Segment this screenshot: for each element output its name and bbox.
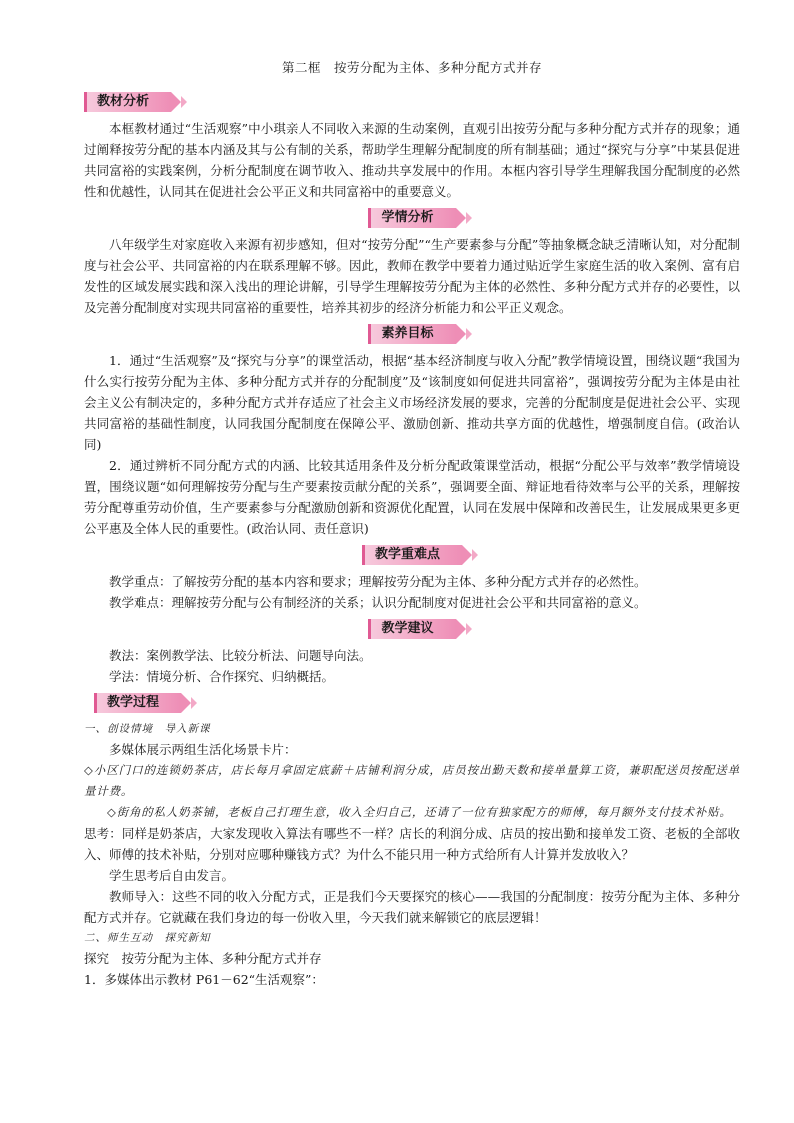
teacher-intro: 教师导入：这些不同的收入分配方式，正是我们今天要探究的核心——我国的分配制度：按劳分配为主体、多种分配方式并存。它就藏在我们身边的每一份收入里，今天我们就来解锁它的底层逻辑！	[84, 889, 740, 925]
section-header-teaching-process: 教学过程	[94, 693, 181, 713]
process-paragraph: 1．多媒体出示教材 P61－62“生活观察”：	[84, 972, 324, 987]
page-title: 第二框 按劳分配为主体、多种分配方式并存	[281, 60, 542, 75]
section-header-wrap	[94, 691, 740, 713]
section-header-wrap	[84, 90, 740, 112]
key-point-paragraph: 教学重点：了解按劳分配的基本内容和要求；理解按劳分配为主体、多种分配方式并存的必然性。	[109, 574, 647, 589]
section-header-wrap	[84, 322, 740, 344]
section-header-wrap	[84, 617, 740, 639]
literacy-goal-2: 2．通过辨析不同分配方式的内涵、比较其适用条件及分析分配政策课堂活动，根据“分配公平与效率”教学情境设置，围绕议题“如何理解按劳分配与生产要素按贡献分配的关系”，强调要全面、辩证地看待效率与公平的关系，理解按劳分配尊重劳动价值，生产要素参与分配激励创新和资源优化配置，认同在发展中保障和改善民生，让发展成果更多更公平惠及全体人民的重要性。(政治认同、责任意识)	[84, 458, 740, 536]
scenario-card-1: ◇小区门口的连锁奶茶店，店长每月拿固定底薪＋店铺利润分成，店员按出勤天数和接单量算工资，兼职配送员按配送单量计费。	[84, 763, 740, 798]
textbook-analysis-paragraph: 本框教材通过“生活观察”中小琪亲人不同收入来源的生动案例，直观引出按劳分配与多种分配方式并存的现象；通过阐释按劳分配的基本内涵及其与公有制的关系，帮助学生理解分配制度的所有制基础；通过“探究与分享”中某县促进共同富裕的实践案例，分析分配制度在调节收入、推动共享发展中的作用。本框内容引导学生理解我国分配制度的必然性和优越性，认同其在促进社会公平正义和共同富裕中的重要意义。	[84, 121, 740, 199]
student-analysis-paragraph: 八年级学生对家庭收入来源有初步感知，但对“按劳分配”“生产要素参与分配”等抽象概念缺乏清晰认知，对分配制度与社会公平、共同富裕的内在联系理解不够。因此，教师在教学中要着力通过贴近学生家庭生活的收入案例、富有启发性的区域发展实践和深入浅出的理论讲解，引导学生理解按劳分配为主体的必然性、多种分配方式并存的必要性，以及完善分配制度对实现共同富裕的重要性，培养其初步的经济分析能力和公平正义观念。	[84, 237, 740, 315]
section-header-textbook-analysis: 教材分析	[84, 92, 171, 112]
literacy-goal-1: 1．通过“生活观察”及“探究与分享”的课堂活动，根据“基本经济制度与收入分配”教学情境设置，围绕议题“我国为什么实行按劳分配为主体、多种分配方式并存的分配制度”及“该制度如何促进共同富裕”，强调按劳分配为主体是由社会主义公有制决定的，多种分配方式并存适应了社会主义市场经济发展的要求，完善的分配制度是促进社会公平、实现共同富裕的基础性制度，认同我国分配制度在保障公平、激励创新、推动共享方面的优越性，增强制度自信。(政治认同)	[84, 353, 740, 452]
section-header-teaching-suggestions: 教学建议	[368, 619, 455, 639]
process-paragraph: 多媒体展示两组生活化场景卡片：	[109, 742, 297, 757]
section-header-wrap	[84, 543, 740, 565]
section-header-key-points: 教学重难点	[362, 545, 462, 565]
step-heading-1: 一、创设情境 导入新课	[84, 723, 211, 735]
process-paragraph: 学生思考后自由发言。	[109, 868, 235, 883]
thinking-question: 思考：同样是奶茶店，大家发现收入算法有哪些不一样？店长的利润分成、店员的按出勤和接单发工资、老板的全部收入、师傅的技术补贴，分别对应哪种赚钱方式？为什么不能只用一种方式给所有人计算并发放收入？	[84, 826, 740, 862]
learning-method-paragraph: 学法：情境分析、合作探究、归纳概括。	[109, 669, 335, 684]
document-page	[84, 58, 740, 990]
scenario-card-2: ◇街角的私人奶茶铺，老板自己打理生意，收入全归自己，还请了一位有独家配方的师傅，每月额外支付技术补贴。	[107, 805, 732, 819]
section-header-student-analysis: 学情分析	[368, 208, 455, 228]
teaching-method-paragraph: 教法：案例教学法、比较分析法、问题导向法。	[109, 648, 372, 663]
step-heading-2: 二、师生互动 探究新知	[84, 932, 211, 944]
difficult-point-paragraph: 教学难点：理解按劳分配与公有制经济的关系；认识分配制度对促进社会公平和共同富裕的意义。	[109, 595, 647, 610]
section-header-wrap	[84, 206, 740, 228]
explore-heading: 探究 按劳分配为主体、多种分配方式并存	[84, 951, 322, 966]
section-header-literacy-goals: 素养目标	[368, 324, 455, 344]
